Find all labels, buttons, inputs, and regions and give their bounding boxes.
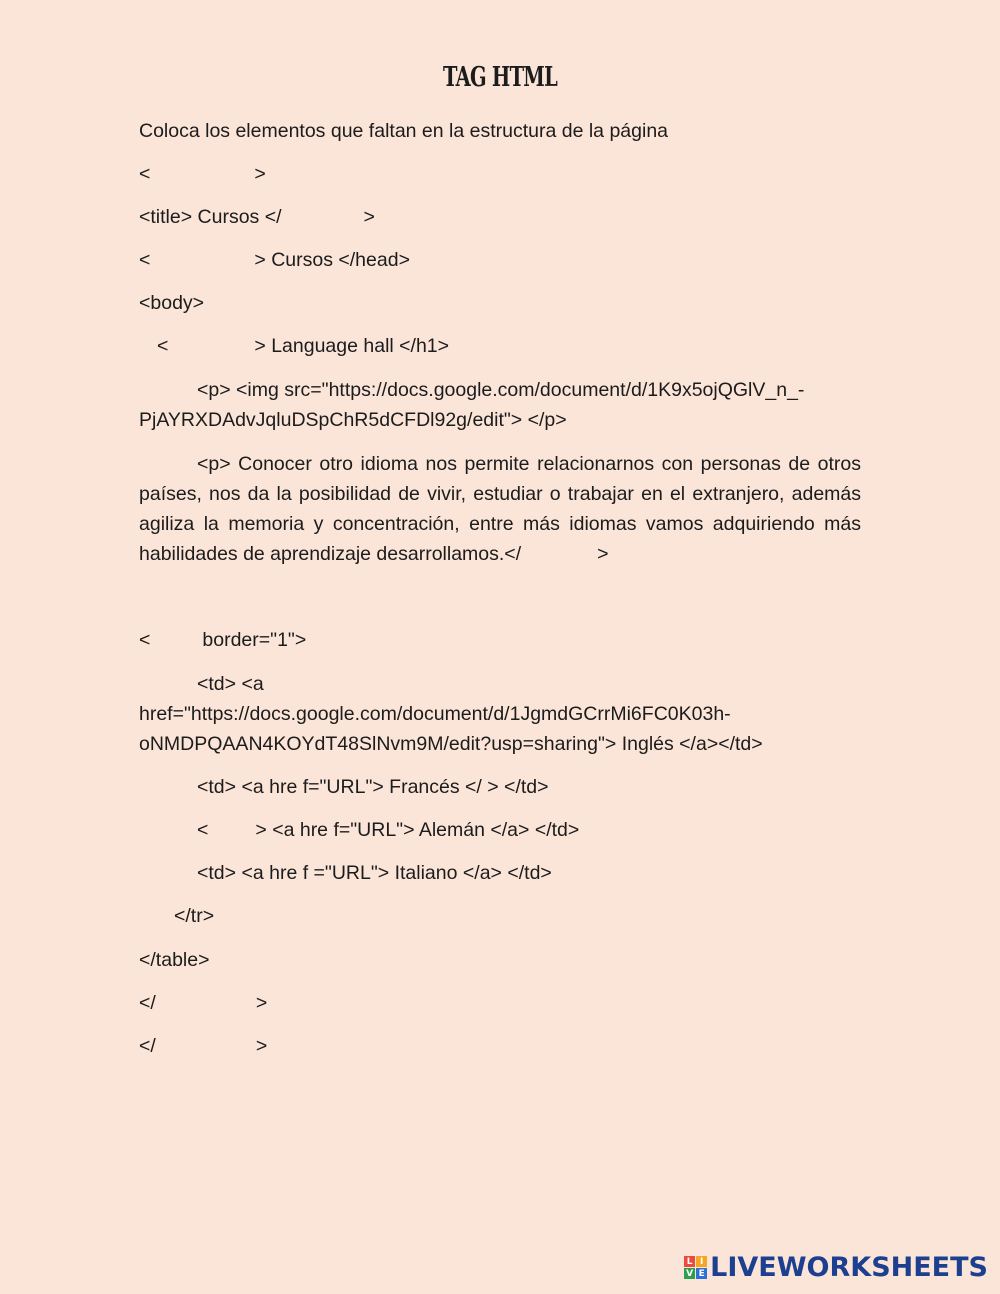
code-line-td1-2: href="https://docs.google.com/document/d/1JgmdGCrrMi6FC0K03h- <box>139 703 731 725</box>
code-line-head <box>139 245 410 275</box>
code-line-td4: <td> <a hre f ="URL"> Italiano </a> </td> <box>197 862 552 884</box>
code-line-td3 <box>197 815 579 845</box>
code-fragment: > <box>254 163 266 185</box>
code-fragment: border="1"> <box>202 629 307 651</box>
logo-letter: L <box>684 1256 695 1267</box>
code-line-h1 <box>157 331 449 361</box>
code-fragment: </ <box>139 1035 156 1057</box>
code-line-table-close: </table> <box>139 949 210 971</box>
code-line-body: <body> <box>139 292 205 314</box>
instruction-text: Coloca los elementos que faltan en la estructura de la página <box>139 120 669 142</box>
worksheet-title: TAG HTML <box>442 62 558 93</box>
liveworksheets-wordmark: LIVEWORKSHEETS <box>710 1252 988 1283</box>
code-line-img-2: PjAYRXDAdvJqluDSpChR5dCFDl92g/edit"> </p> <box>139 409 567 431</box>
code-line-img-1: <p> <img src="https://docs.google.com/document/d/1K9x5ojQGlV_n_- <box>197 379 805 401</box>
code-fragment: > Cursos </head> <box>254 249 410 271</box>
code-fragment: < <box>139 249 151 271</box>
code-line-td1-3: oNMDPQAAN4KOYdT48SlNvm9M/edit?usp=sharing"> Inglés </a></td> <box>139 733 763 755</box>
code-line-body-close <box>139 988 267 1018</box>
code-fragment: > <box>597 543 609 565</box>
code-fragment: > Language hall </h1> <box>254 335 450 357</box>
code-fragment: > <box>363 206 375 228</box>
code-line-html-close <box>139 1031 267 1061</box>
logo-letter: V <box>684 1268 695 1279</box>
paragraph-text: <p> Conocer otro idioma nos permite relacionarnos con personas de otros países, nos da la posibilidad de vivir, estudiar o trabajar en el extranjero, además agiliza la memoria y concentración, entre más idiomas vamos adquiriendo más habilidades de aprendizaje desarrollamos.</ <box>139 453 861 565</box>
code-fragment: > <box>255 1035 268 1057</box>
code-fragment: < <box>139 163 151 185</box>
liveworksheets-mark-icon <box>684 1256 707 1279</box>
code-fragment: > <box>255 992 268 1014</box>
code-line-title <box>139 202 375 232</box>
paragraph-block <box>139 449 861 569</box>
logo-letter: I <box>696 1256 707 1267</box>
code-line-td1-1: <td> <a <box>197 673 264 695</box>
code-line-td2: <td> <a hre f="URL"> Francés </ > </td> <box>197 776 549 798</box>
code-line-html-open <box>139 159 266 189</box>
code-fragment: < <box>139 629 151 651</box>
code-fragment: <title> Cursos </ <box>139 206 282 228</box>
code-fragment: < <box>197 819 209 841</box>
code-line-table <box>139 625 306 655</box>
code-fragment: < <box>157 335 169 357</box>
code-fragment: </ <box>139 992 156 1014</box>
logo-letter: E <box>696 1268 707 1279</box>
liveworksheets-logo <box>684 1252 988 1283</box>
code-fragment: > <a hre f="URL"> Alemán </a> </td> <box>255 819 580 841</box>
code-line-tr-close: </tr> <box>174 905 215 927</box>
